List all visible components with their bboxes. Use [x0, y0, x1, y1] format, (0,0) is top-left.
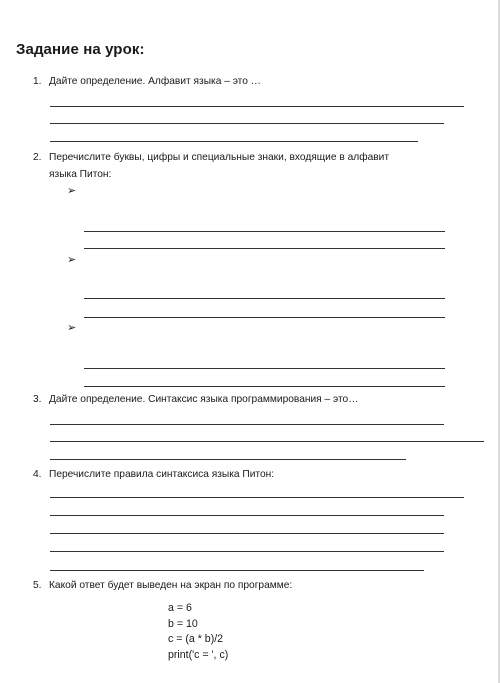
- question-number: 4.: [33, 469, 42, 480]
- arrow-bullet-icon: ➢: [67, 322, 77, 334]
- answer-line[interactable]: [50, 424, 444, 425]
- question-number: 1.: [33, 76, 42, 87]
- question-text: Дайте определение. Синтаксис языка программирования – это…: [49, 394, 359, 405]
- question-text-continued: языка Питон:: [49, 169, 112, 180]
- answer-line[interactable]: [50, 497, 464, 498]
- code-line: print('c = ', c): [168, 648, 229, 661]
- code-line: a = 6: [168, 602, 192, 614]
- answer-line[interactable]: [50, 459, 406, 460]
- answer-line[interactable]: [84, 231, 445, 232]
- code-line: c = (a * b)/2: [168, 633, 224, 645]
- answer-line[interactable]: [84, 248, 445, 249]
- answer-line[interactable]: [84, 317, 445, 318]
- answer-line[interactable]: [50, 515, 444, 516]
- question-number: 5.: [33, 580, 42, 591]
- question-number: 3.: [33, 394, 42, 405]
- answer-line[interactable]: [84, 368, 445, 369]
- question-text: Перечислите буквы, цифры и специальные знаки, входящие в алфавит: [49, 152, 390, 163]
- answer-line[interactable]: [50, 141, 418, 142]
- page-title: Задание на урок:: [16, 41, 145, 58]
- answer-line[interactable]: [50, 533, 444, 534]
- answer-line[interactable]: [50, 123, 444, 124]
- question-text: Какой ответ будет выведен на экран по программе:: [49, 580, 293, 591]
- arrow-bullet-icon: ➢: [67, 185, 77, 197]
- question-number: 2.: [33, 152, 42, 163]
- answer-line[interactable]: [50, 106, 464, 107]
- question-2: [33, 149, 389, 183]
- question-5: [33, 577, 292, 594]
- question-4: [33, 466, 274, 483]
- answer-line[interactable]: [50, 551, 444, 552]
- question-3: [33, 391, 358, 408]
- question-text: Дайте определение. Алфавит языка – это …: [49, 76, 261, 87]
- question-1: [33, 73, 261, 90]
- answer-line[interactable]: [84, 386, 445, 387]
- answer-line[interactable]: [50, 441, 484, 442]
- answer-line[interactable]: [84, 298, 445, 299]
- question-text: Перечислите правила синтаксиса языка Питон:: [49, 469, 275, 480]
- code-block: [168, 601, 228, 663]
- arrow-bullet-icon: ➢: [67, 254, 77, 266]
- answer-line[interactable]: [50, 570, 424, 571]
- code-line: b = 10: [168, 617, 198, 630]
